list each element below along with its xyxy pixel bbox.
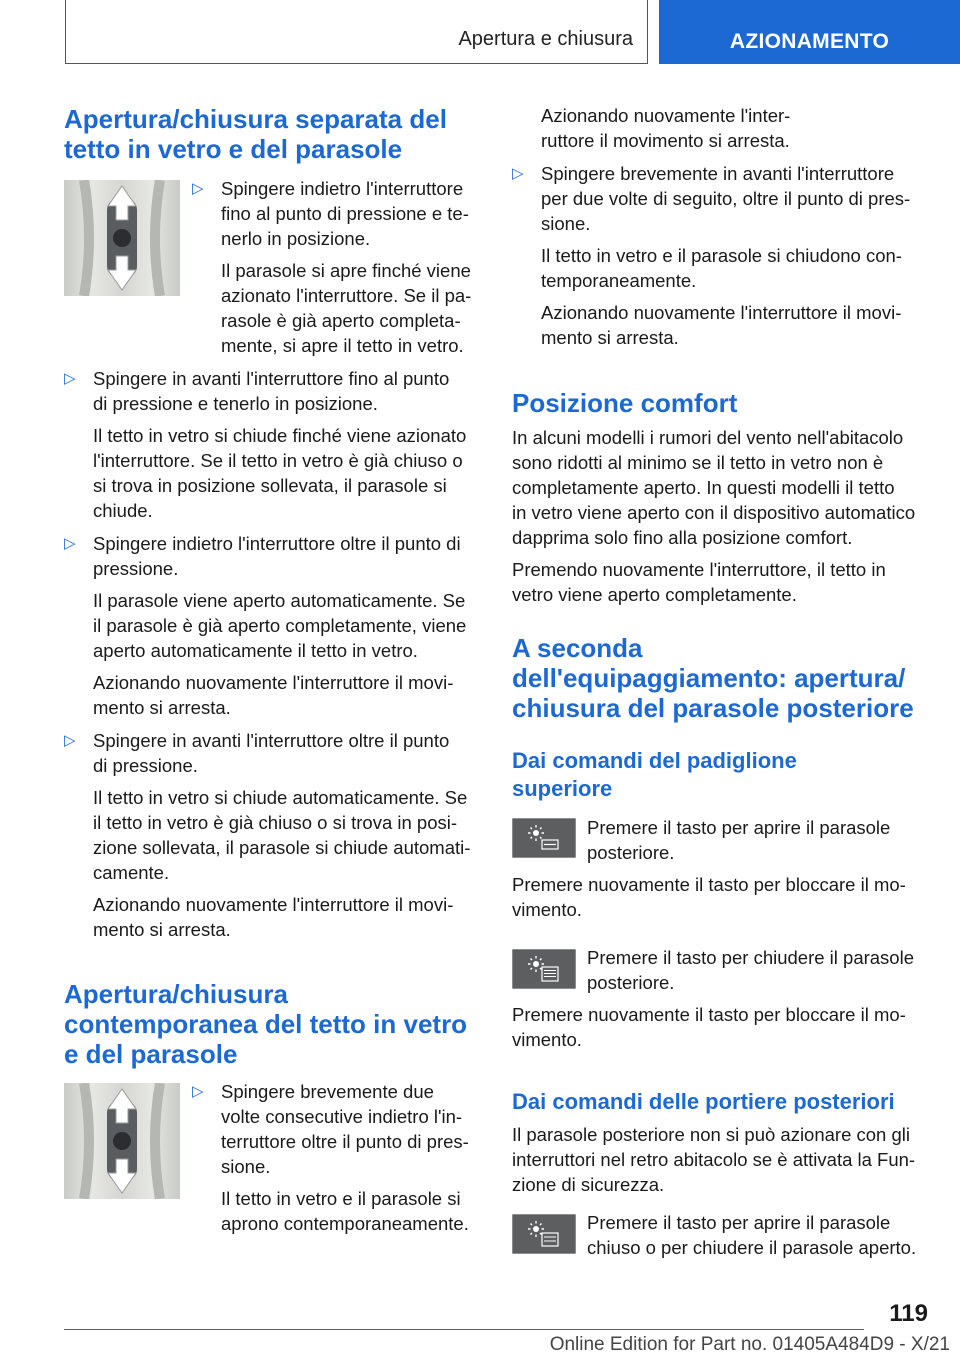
btn2-text-0: Premere il tasto per chiudere il parasole — [587, 947, 914, 968]
bullet-icon: ▷ — [512, 165, 524, 182]
b6-note-1: temporaneamente. — [541, 270, 697, 291]
switch-illustration-2 — [64, 1083, 180, 1199]
b2-note-0: Il tetto in vetro si chiude finché viene azionato — [93, 425, 467, 446]
rear-sunshade-open-button-icon — [512, 818, 576, 858]
b4-note-0: Il tetto in vetro si chiude automaticamente. Se — [93, 787, 468, 808]
heading-separate-1: Apertura/chiusura separata del — [64, 104, 447, 134]
b1-note-1: azionato l'interruttore. Se il pa- — [221, 285, 472, 306]
b6-note-0: Il tetto in vetro e il parasole si chiudono con- — [541, 245, 902, 266]
heading-equip-2: dell'equipaggiamento: apertura/ — [512, 663, 906, 693]
bullet-icon: ▷ — [192, 1083, 204, 1100]
bullet-icon: ▷ — [64, 732, 76, 749]
b1-note-3: mente, si apre il tetto in vetro. — [221, 335, 464, 356]
b3-note-0: Il parasole viene aperto automaticamente. Se — [93, 590, 466, 611]
heading-comfort: Posizione comfort — [512, 388, 738, 418]
heading-separate-2: tetto in vetro e del parasole — [64, 134, 403, 164]
btn1-after-1: vimento. — [512, 899, 582, 920]
b1-note-0: Il parasole si apre finché viene — [221, 260, 471, 281]
heading-contemporanea-2: contemporanea del tetto in vetro — [64, 1009, 468, 1039]
b2-note-3: chiude. — [93, 500, 153, 521]
comfort-p1-2: completamente aperto. In questi modelli il tetto — [512, 477, 895, 498]
doors-p-0: Il parasole posteriore non si può azionare con gli — [512, 1124, 910, 1145]
bullet-icon: ▷ — [64, 535, 76, 552]
b3-note-2: aperto automaticamente il tetto in vetro. — [93, 640, 418, 661]
subheading-padiglione-1: Dai comandi del padiglione — [512, 748, 797, 773]
cont-note-1: ruttore il movimento si arresta. — [541, 130, 790, 151]
b4-note-1: il tetto in vetro è già chiuso o si trova in posi- — [93, 812, 458, 833]
b3-note2-1: mento si arresta. — [93, 697, 231, 718]
btn2-after-1: vimento. — [512, 1029, 582, 1050]
b1-note-2: rasole è già aperto completa- — [221, 310, 461, 331]
b6-note2-0: Azionando nuovamente l'interruttore il movi- — [541, 302, 902, 323]
b2-line-1: di pressione e tenerlo in posizione. — [93, 393, 378, 414]
b1-line-0: Spingere indietro l'interruttore — [221, 178, 464, 199]
btn1-text-0: Premere il tasto per aprire il parasole — [587, 817, 891, 838]
cont-note-0: Azionando nuovamente l'inter- — [541, 105, 791, 126]
b6-line-1: per due volte di seguito, oltre il punto di pres- — [541, 188, 911, 209]
b1-line-1: fino al punto di pressione e te- — [221, 203, 469, 224]
b5-line-3: sione. — [221, 1156, 271, 1177]
b6-line-0: Spingere brevemente in avanti l'interruttore — [541, 163, 895, 184]
rear-door-sunshade-button-icon — [512, 1214, 576, 1254]
comfort-p1-4: dapprima solo fino alla posizione comfort. — [512, 527, 853, 548]
b6-note2-1: mento si arresta. — [541, 327, 679, 348]
footer-divider — [64, 1329, 864, 1330]
doors-p-2: zione di sicurezza. — [512, 1174, 665, 1195]
page-number: 119 — [889, 1300, 928, 1327]
header-section-title: Apertura e chiusura — [458, 28, 633, 50]
heading-contemporanea-1: Apertura/chiusura — [64, 979, 288, 1009]
b4-line-1: di pressione. — [93, 755, 198, 776]
b5-line-2: terruttore oltre il punto di pres- — [221, 1131, 469, 1152]
comfort-p1-0: In alcuni modelli i rumori del vento nell'abitacolo — [512, 427, 904, 448]
bullet-icon: ▷ — [192, 180, 204, 197]
b2-note-1: l'interruttore. Se il tetto in vetro è già chiuso o — [93, 450, 463, 471]
header-section-box — [65, 0, 648, 64]
b3-note-1: il parasole è già aperto completamente, viene — [93, 615, 467, 636]
btn1-after-0: Premere nuovamente il tasto per bloccare il mo- — [512, 874, 906, 895]
b3-line-1: pressione. — [93, 558, 179, 579]
doors-p-1: interruttori nel retro abitacolo se è attivata la Fun- — [512, 1149, 916, 1170]
b6-line-2: sione. — [541, 213, 591, 234]
b2-note-2: si trova in posizione sollevata, il parasole si — [93, 475, 447, 496]
b5-note-1: aprono contemporaneamente. — [221, 1213, 469, 1234]
b5-note-0: Il tetto in vetro e il parasole si — [221, 1188, 461, 1209]
b5-line-1: volte consecutive indietro l'in- — [221, 1106, 463, 1127]
b4-line-0: Spingere in avanti l'interruttore oltre il punto — [93, 730, 450, 751]
heading-equip-3: chiusura del parasole posteriore — [512, 693, 914, 723]
b3-note2-0: Azionando nuovamente l'interruttore il movi- — [93, 672, 454, 693]
b4-note2-0: Azionando nuovamente l'interruttore il movi- — [93, 894, 454, 915]
comfort-p1-1: sono ridotti al minimo se il tetto in vetro non è — [512, 452, 884, 473]
switch-illustration-1 — [64, 180, 180, 296]
btn3-text-0: Premere il tasto per aprire il parasole — [587, 1212, 891, 1233]
comfort-p2-1: vetro viene aperto completamente. — [512, 584, 797, 605]
comfort-p2-0: Premendo nuovamente l'interruttore, il tetto in — [512, 559, 886, 580]
rear-sunshade-close-button-icon — [512, 949, 576, 989]
b4-note-2: zione sollevata, il parasole si chiude automati- — [93, 837, 471, 858]
header-chapter-tab: AZIONAMENTO — [659, 0, 960, 64]
subheading-doors: Dai comandi delle portiere posteriori — [512, 1089, 895, 1114]
b1-line-2: nerlo in posizione. — [221, 228, 371, 249]
btn2-text-1: posteriore. — [587, 972, 675, 993]
btn1-text-1: posteriore. — [587, 842, 675, 863]
b3-line-0: Spingere indietro l'interruttore oltre il punto di — [93, 533, 461, 554]
comfort-p1-3: in vetro viene aperto con il dispositivo automatico — [512, 502, 916, 523]
b4-note-3: camente. — [93, 862, 170, 883]
btn3-text-1: chiuso o per chiudere il parasole aperto. — [587, 1237, 917, 1258]
heading-equip-1: A seconda — [512, 633, 643, 663]
b5-line-0: Spingere brevemente due — [221, 1081, 434, 1102]
b4-note2-1: mento si arresta. — [93, 919, 231, 940]
bullet-icon: ▷ — [64, 370, 76, 387]
b2-line-0: Spingere in avanti l'interruttore fino al punto — [93, 368, 450, 389]
heading-contemporanea-3: e del parasole — [64, 1039, 238, 1069]
subheading-padiglione-2: superiore — [512, 776, 613, 801]
btn2-after-0: Premere nuovamente il tasto per bloccare il mo- — [512, 1004, 906, 1025]
footer-edition: Online Edition for Part no. 01405A484D9 - X/21 — [549, 1334, 950, 1355]
